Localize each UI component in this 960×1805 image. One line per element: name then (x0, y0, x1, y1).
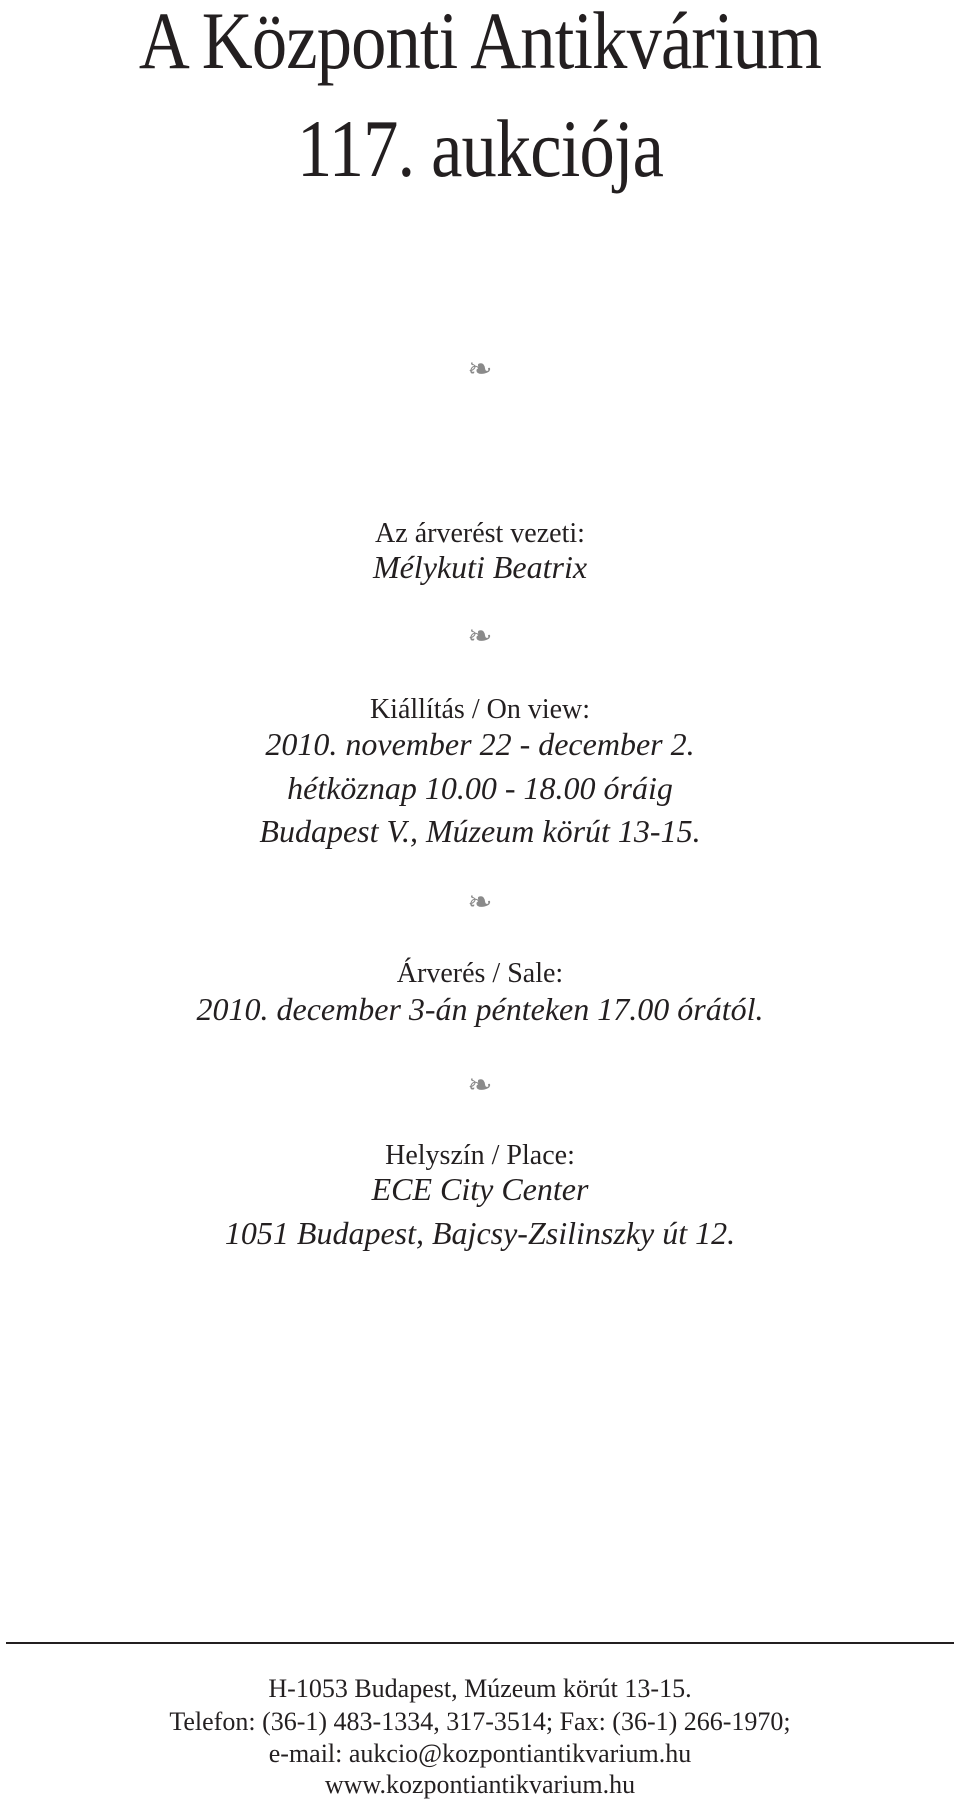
view-hours: hétköznap 10.00 - 18.00 óráig (287, 770, 673, 806)
page-title-line-1: A Központi Antikvárium (138, 0, 822, 86)
footer-phone-fax: Telefon: (36-1) 483-1334, 317-3514; Fax: (36-1) 266-1970; (169, 1707, 791, 1736)
fleuron-ornament-icon: ❧ (467, 620, 493, 653)
footer-divider (6, 1642, 954, 1644)
view-dates: 2010. november 22 - december 2. (265, 726, 695, 762)
fleuron-ornament-icon: ❧ (467, 1069, 493, 1102)
footer-website: www.kozpontiantikvarium.hu (324, 1770, 636, 1799)
auctioneer-label: Az árverést vezeti: (375, 518, 585, 549)
auctioneer-name: Mélykuti Beatrix (372, 549, 588, 585)
place-venue: ECE City Center (371, 1171, 589, 1207)
fleuron-ornament-icon: ❧ (467, 353, 493, 386)
fleuron-ornament-icon: ❧ (467, 886, 493, 919)
footer-address: H-1053 Budapest, Múzeum körút 13-15. (268, 1674, 692, 1703)
place-label: Helyszín / Place: (385, 1140, 575, 1171)
sale-datetime: 2010. december 3-án pénteken 17.00 órától. (196, 991, 764, 1027)
place-address: 1051 Budapest, Bajcsy-Zsilinszky út 12. (224, 1215, 736, 1251)
page-title-line-2: 117. aukciója (296, 103, 664, 194)
view-address: Budapest V., Múzeum körút 13-15. (259, 813, 701, 849)
view-label: Kiállítás / On view: (369, 694, 591, 725)
sale-label: Árverés / Sale: (396, 958, 564, 989)
footer-email: e-mail: aukcio@kozpontiantikvarium.hu (268, 1739, 692, 1768)
